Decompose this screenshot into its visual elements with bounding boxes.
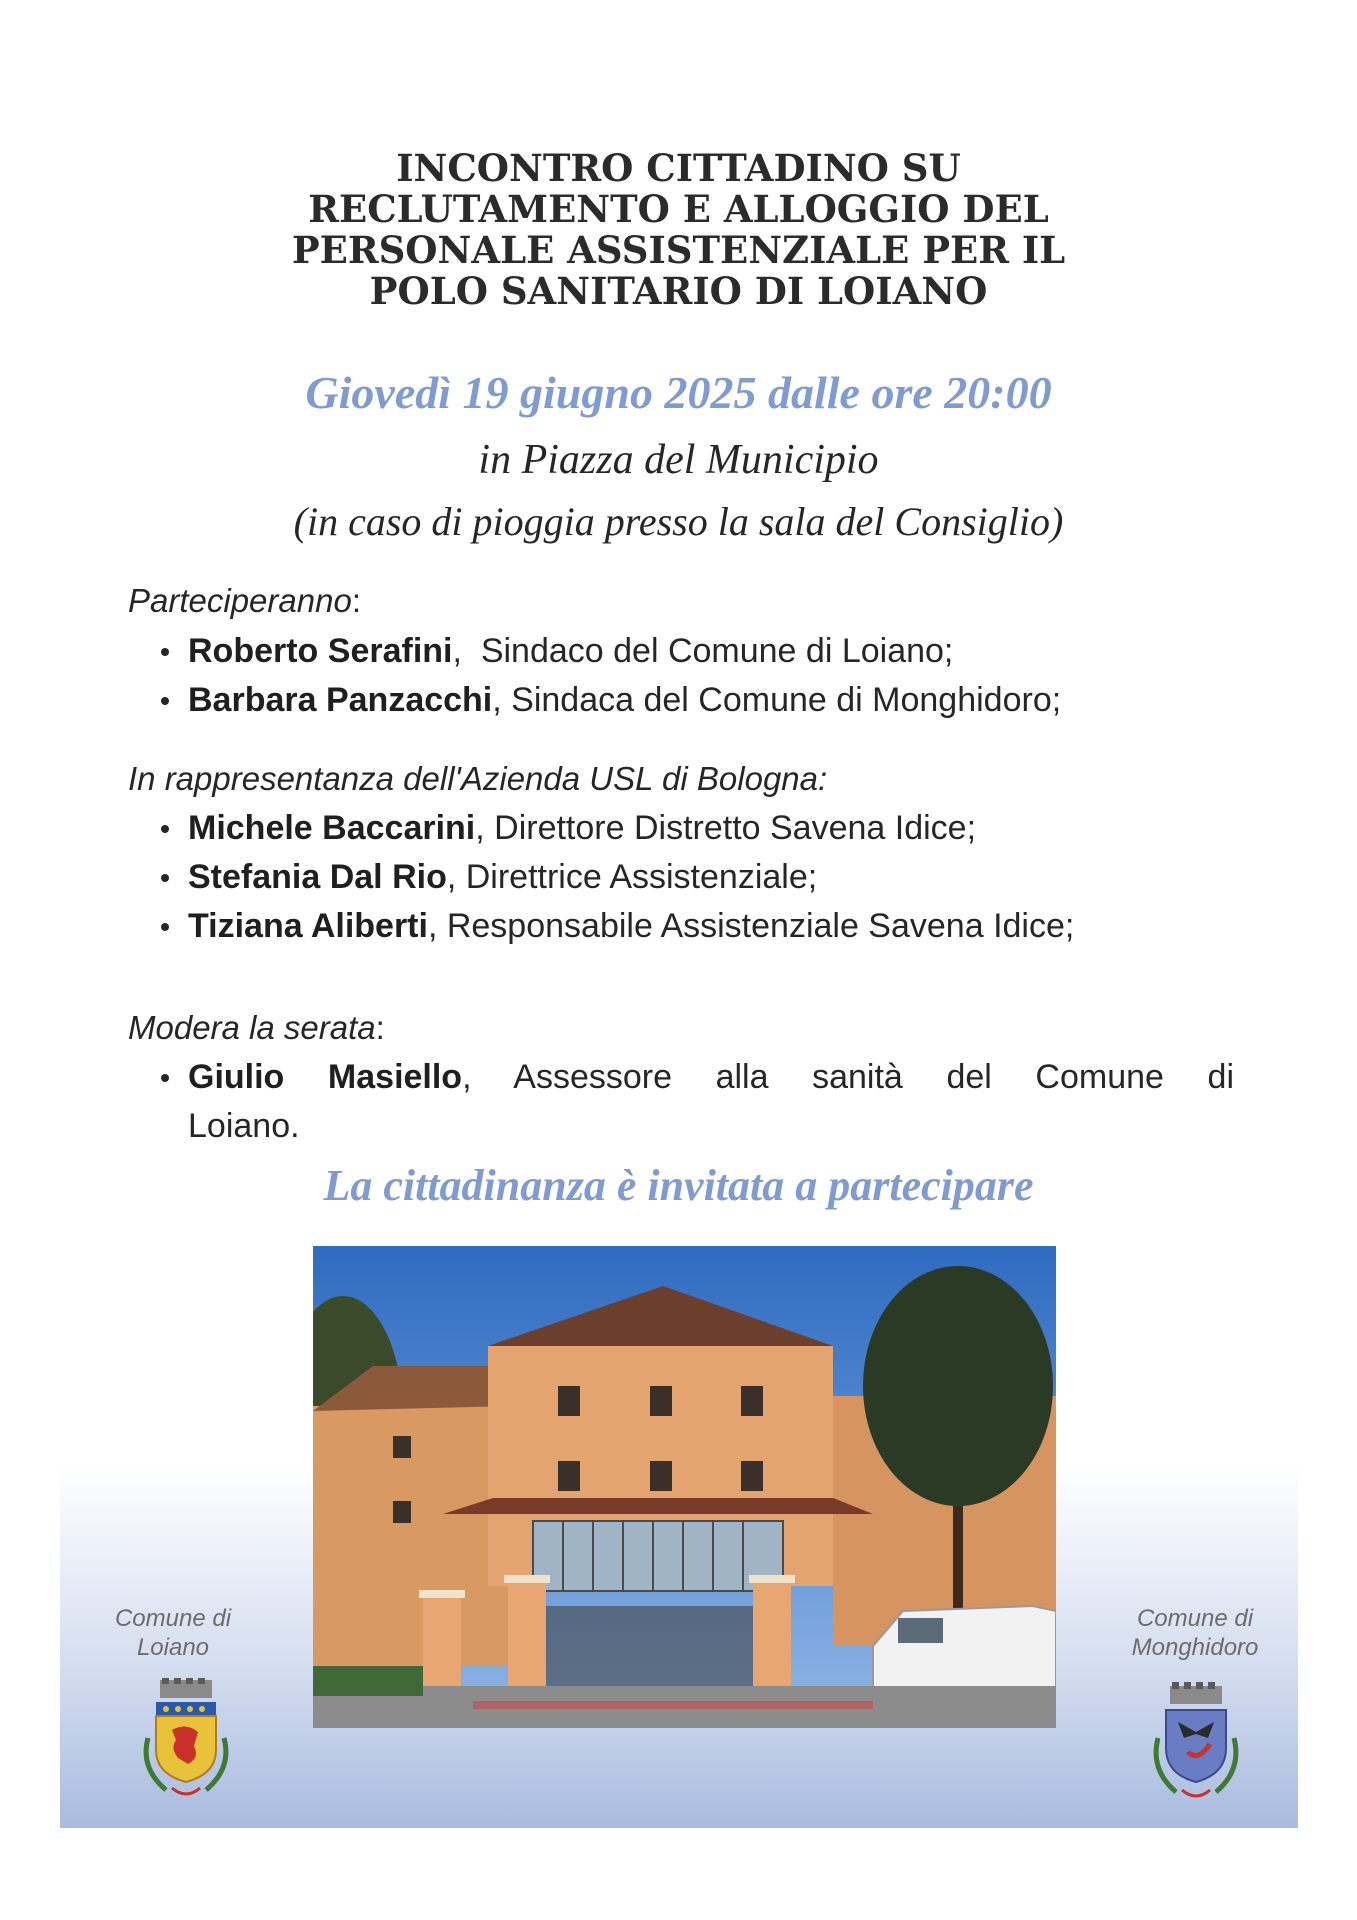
- logo-monghidoro-label: [1108, 1604, 1282, 1662]
- participant-role: , Sindaca del Comune di Monghidoro;: [492, 681, 1062, 719]
- rain-note: (in caso di pioggia presso la sala del Consiglio): [293, 499, 1064, 544]
- moderator-role: , Assessore alla sanità del Comune di: [462, 1058, 1234, 1096]
- participant-name: Roberto Serafini: [188, 632, 453, 670]
- participants-label: Parteciperanno:: [128, 582, 361, 619]
- title-line-2: RECLUTAMENTO E ALLOGGIO DEL: [308, 187, 1049, 231]
- building-illustration: [313, 1246, 1056, 1728]
- logo-loiano-line2: Loiano: [136, 1634, 210, 1661]
- title-line-1: INCONTRO CITTADINO SU: [396, 146, 961, 190]
- participant-name: Michele Baccarini: [188, 809, 476, 847]
- invite-text: La cittadinanza è invitata a partecipare: [323, 1161, 1034, 1210]
- event-date: Giovedì 19 giugno 2025 dalle ore 20:00: [305, 367, 1052, 418]
- event-place: in Piazza del Municipio: [478, 437, 879, 483]
- title-line-3: PERSONALE ASSISTENZIALE PER IL: [291, 228, 1066, 272]
- event-title: [0, 148, 1357, 312]
- participant-role: , Direttore Distretto Savena Idice;: [475, 809, 977, 847]
- moderator-name: Giulio Masiello: [188, 1058, 463, 1096]
- monghidoro-crest-icon: [1148, 1682, 1244, 1804]
- participant-role: , Direttrice Assistenziale;: [446, 858, 818, 896]
- list-item: [188, 676, 1061, 725]
- title-line-4: POLO SANITARIO DI LOIANO: [369, 269, 988, 313]
- participant-role: , Responsabile Assistenziale Savena Idice;: [427, 907, 1075, 945]
- participant-name: Tiziana Aliberti: [188, 907, 428, 945]
- moderator-label: Modera la serata:: [128, 1009, 385, 1046]
- list-item: [188, 804, 976, 853]
- logo-monghidoro-line2: Monghidoro: [1131, 1634, 1259, 1661]
- loiano-crest-icon: [138, 1678, 234, 1800]
- logo-loiano-label: [96, 1604, 250, 1662]
- participant-name: Stefania Dal Rio: [188, 858, 447, 896]
- list-item: [188, 853, 817, 902]
- moderator-role-continued: Loiano.: [188, 1107, 300, 1145]
- list-item: [188, 1053, 1234, 1102]
- building-photo: [313, 1246, 1056, 1728]
- logo-monghidoro-line1: Comune di: [1136, 1605, 1254, 1632]
- participant-role: , Sindaco del Comune di Loiano;: [452, 632, 954, 670]
- logo-loiano-line1: Comune di: [114, 1605, 232, 1632]
- participant-name: Barbara Panzacchi: [188, 681, 493, 719]
- list-item: [188, 627, 953, 676]
- list-item: [188, 902, 1074, 951]
- ausl-label: In rappresentanza dell'Azienda USL di Bologna:: [128, 760, 828, 797]
